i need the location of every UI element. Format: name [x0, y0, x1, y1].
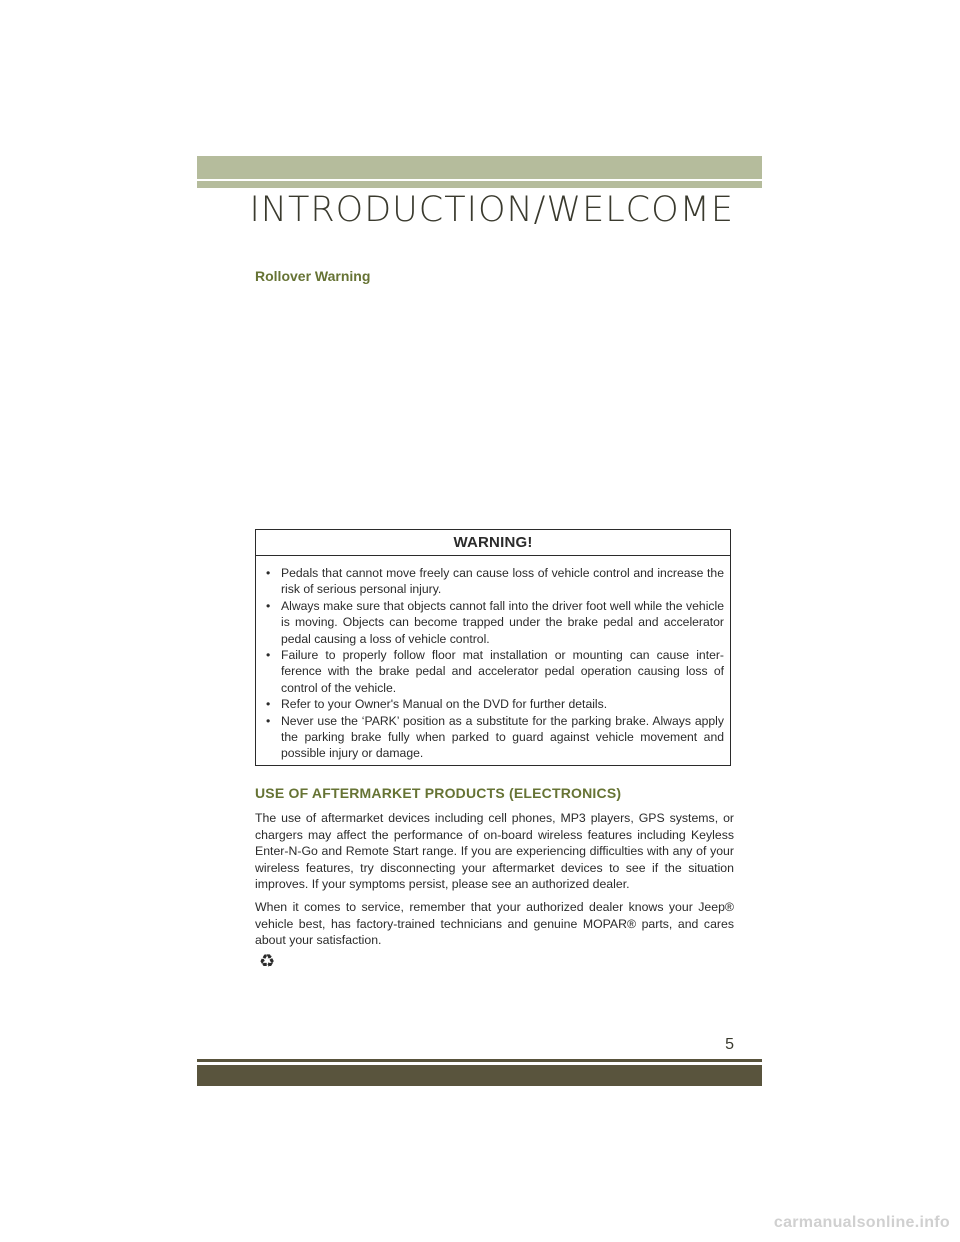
- header-band-thin: [197, 181, 762, 188]
- warning-item: • Never use the ‘PARK’ position as a substitute for the parking brake. Always apply the parking brake fully when parked to guard against vehicle movement and possible injury or damage.: [266, 713, 724, 762]
- rollover-warning-title: Rollover Warning: [255, 268, 371, 284]
- page-number: 5: [725, 1036, 734, 1053]
- warning-item: • Pedals that cannot move freely can cause loss of vehicle control and increase the risk of serious personal injury.: [266, 565, 724, 598]
- header-band: [197, 156, 762, 179]
- warning-item: • Always make sure that objects cannot fall into the driver foot well while the vehicle is moving. Objects can become trapped under the brake pedal and accelerator pedal causing a loss of vehicle control.: [266, 598, 724, 647]
- warning-item: • Refer to your Owner's Manual on the DVD for further details.: [266, 696, 724, 712]
- warning-box: [255, 529, 731, 766]
- footer-band: [197, 1065, 762, 1086]
- watermark: carmanualsonline.info: [773, 1214, 950, 1231]
- warning-list: [256, 556, 730, 762]
- warning-item: • Failure to properly follow floor mat installation or mounting can cause inter-ference with the brake pedal and accelerator pedal operation causing loss of control of the vehicle.: [266, 647, 724, 696]
- footer-band-thin: [197, 1059, 762, 1062]
- chapter-title: INTRODUCTION/WELCOME: [249, 190, 734, 230]
- warning-heading: WARNING!: [256, 530, 730, 556]
- service-paragraph: When it comes to service, remember that your authorized dealer knows your Jeep® vehicle best, has factory-trained technicians and genuine MOPAR® parts, and cares about your satisfaction.: [255, 900, 734, 948]
- aftermarket-paragraph: The use of aftermarket devices including cell phones, MP3 players, GPS systems, or chargers may affect the performance of on-board wireless features including Keyless Enter-N-Go and Remote Start range. If you are experiencing difficulties with any of your wireless features, try disconnecting your aftermarket devices to see if the situation improves. If your symptoms persist, please see an authorized dealer.: [255, 811, 734, 892]
- aftermarket-heading: USE OF AFTERMARKET PRODUCTS (ELECTRONICS): [255, 785, 622, 801]
- recycle-icon: ♻: [259, 951, 276, 971]
